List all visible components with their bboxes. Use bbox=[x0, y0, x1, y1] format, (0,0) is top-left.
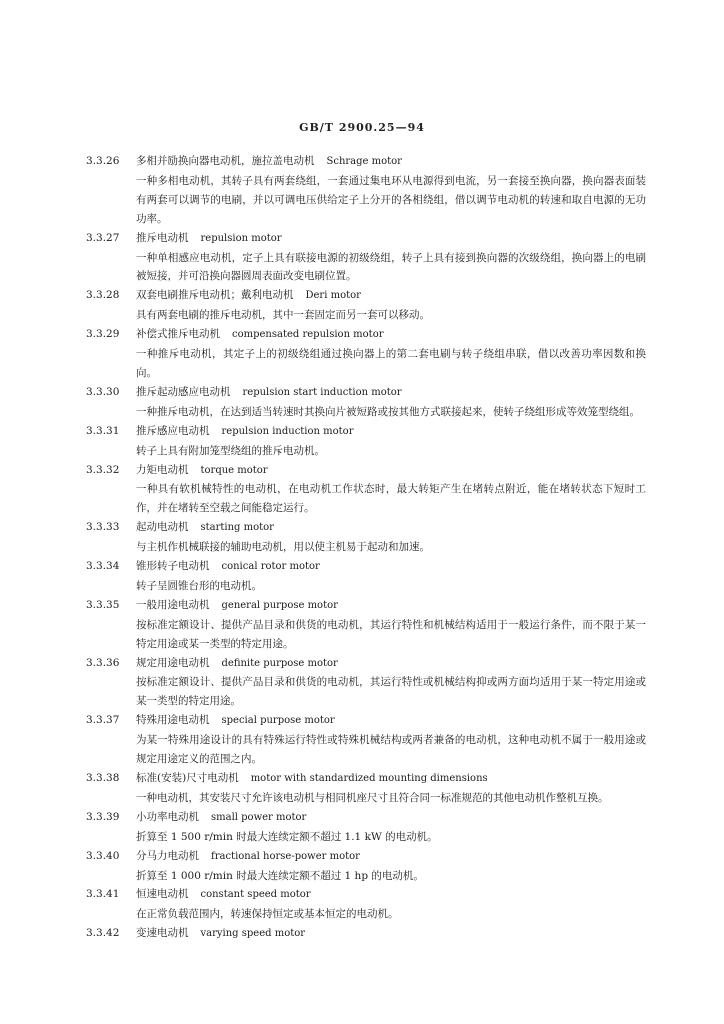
term-title bbox=[136, 325, 646, 345]
term-definition: 一种单相感应电动机，定子上具有联接电源的初级绕组，转子上具有接到换向器的次级绕组，换向器上的电刷被短接，并可沿换向器圆周表面改变电刷位置。 bbox=[136, 251, 646, 283]
term-english: definite purpose motor bbox=[221, 657, 338, 669]
term-title bbox=[136, 808, 646, 828]
entry-number: 3.3.27 bbox=[86, 231, 120, 244]
term-entry bbox=[86, 596, 646, 654]
term-english: fractional horse-power motor bbox=[211, 850, 360, 862]
term-chinese: 特殊用途电动机 bbox=[136, 714, 210, 727]
term-definition: 与主机作机械联接的辅助电动机，用以使主机易于起动和加速。 bbox=[136, 541, 430, 554]
term-english: Deri motor bbox=[305, 290, 361, 302]
term-definition: 具有两套电刷的推斥电动机，其中一套固定而另一套可以移动。 bbox=[136, 309, 430, 322]
term-chinese: 锥形转子电动机 bbox=[136, 560, 210, 573]
term-english: constant speed motor bbox=[200, 889, 311, 901]
term-chinese: 多相并励换向器电动机，施拉盖电动机 bbox=[136, 155, 315, 167]
entry-number: 3.3.29 bbox=[86, 328, 120, 341]
term-entry bbox=[86, 885, 646, 924]
term-title bbox=[136, 769, 646, 789]
entry-list bbox=[86, 152, 646, 944]
entry-content bbox=[136, 711, 646, 769]
term-chinese: 标准(安装)尺寸电动机 bbox=[136, 772, 239, 784]
term-title bbox=[136, 924, 646, 944]
term-title bbox=[136, 422, 646, 442]
term-chinese: 恒速电动机 bbox=[136, 888, 189, 901]
term-title bbox=[136, 286, 646, 306]
term-entry bbox=[86, 325, 646, 383]
entry-content bbox=[136, 808, 646, 847]
entry-number: 3.3.36 bbox=[86, 656, 120, 669]
entry-content bbox=[136, 557, 646, 596]
term-title bbox=[136, 518, 646, 538]
term-chinese: 一般用途电动机 bbox=[136, 598, 210, 611]
entry-content bbox=[136, 152, 646, 229]
term-definition: 一种推斥电动机，其定子上的初级绕组通过换向器上的第二套电刷与转子绕组串联，借以改善功率因数和换向。 bbox=[136, 348, 646, 379]
term-definition: 转子上具有附加笼型绕组的推斥电动机。 bbox=[136, 444, 325, 457]
term-entry bbox=[86, 654, 646, 712]
entry-content bbox=[136, 596, 646, 654]
term-definition: 在正常负载范围内，转速保持恒定或基本恒定的电动机。 bbox=[136, 908, 399, 921]
entry-number: 3.3.28 bbox=[86, 289, 120, 302]
entry-content bbox=[136, 518, 646, 557]
term-title bbox=[136, 383, 646, 403]
term-entry bbox=[86, 557, 646, 596]
entry-content bbox=[136, 229, 646, 287]
entry-content bbox=[136, 769, 646, 808]
term-entry bbox=[86, 286, 646, 325]
term-entry bbox=[86, 383, 646, 422]
term-chinese: 变速电动机 bbox=[136, 927, 189, 940]
term-definition: 折算至 1 500 r/min 时最大连续定额不超过 1.1 kW 的电动机。 bbox=[136, 830, 438, 843]
term-entry bbox=[86, 711, 646, 769]
term-chinese: 分马力电动机 bbox=[136, 849, 199, 862]
entry-number: 3.3.31 bbox=[86, 424, 120, 437]
term-chinese: 推斥起动感应电动机 bbox=[136, 385, 231, 398]
term-title bbox=[136, 847, 646, 867]
entry-number: 3.3.37 bbox=[86, 714, 120, 727]
term-entry bbox=[86, 229, 646, 287]
entry-number: 3.3.33 bbox=[86, 521, 120, 534]
entry-number: 3.3.34 bbox=[86, 560, 120, 573]
term-title bbox=[136, 885, 646, 905]
term-title bbox=[136, 229, 646, 249]
entry-content bbox=[136, 885, 646, 924]
term-chinese: 补偿式推斥电动机 bbox=[136, 328, 220, 341]
term-english: general purpose motor bbox=[221, 599, 338, 611]
term-chinese: 小功率电动机 bbox=[136, 810, 199, 823]
term-title bbox=[136, 557, 646, 577]
term-title bbox=[136, 152, 646, 172]
term-english: Schrage motor bbox=[326, 156, 402, 167]
term-english: varying speed motor bbox=[200, 928, 306, 940]
term-english: torque motor bbox=[200, 464, 268, 476]
term-entry bbox=[86, 924, 646, 944]
entry-number: 3.3.30 bbox=[86, 385, 120, 398]
entry-content bbox=[136, 325, 646, 383]
entry-number: 3.3.42 bbox=[86, 927, 120, 940]
term-english: repulsion motor bbox=[200, 232, 282, 244]
term-chinese: 规定用途电动机 bbox=[136, 656, 210, 669]
term-title bbox=[136, 596, 646, 616]
term-chinese: 力矩电动机 bbox=[136, 463, 189, 476]
entry-number: 3.3.38 bbox=[86, 772, 120, 784]
term-entry bbox=[86, 808, 646, 847]
term-english: compensated repulsion motor bbox=[232, 329, 384, 341]
term-definition: 为某一特殊用途设计的具有特殊运行特性或特殊机械结构或两者兼备的电动机，这种电动机不属于一般用途或规定用途定义的范围之内。 bbox=[136, 734, 646, 766]
term-entry bbox=[86, 518, 646, 557]
entry-content bbox=[136, 383, 646, 422]
term-entry bbox=[86, 461, 646, 519]
entry-content bbox=[136, 461, 646, 519]
term-entry bbox=[86, 422, 646, 461]
term-title bbox=[136, 654, 646, 674]
term-definition: 转子呈圆锥台形的电动机。 bbox=[136, 579, 262, 592]
entry-content bbox=[136, 286, 646, 325]
term-english: motor with standardized mounting dimensions bbox=[250, 773, 488, 784]
entry-number: 3.3.39 bbox=[86, 810, 120, 823]
term-definition: 按标准定额设计、提供产品目录和供货的电动机，其运行特性或机械结构抑或两方面均适用于某一特定用途或某一类型的特定用途。 bbox=[136, 676, 646, 708]
term-chinese: 起动电动机 bbox=[136, 521, 189, 534]
term-title bbox=[136, 711, 646, 731]
term-english: repulsion start induction motor bbox=[242, 386, 402, 398]
entry-content bbox=[136, 654, 646, 712]
entry-content bbox=[136, 847, 646, 886]
entry-number: 3.3.40 bbox=[86, 849, 120, 862]
term-english: repulsion induction motor bbox=[221, 425, 354, 437]
term-entry bbox=[86, 847, 646, 886]
term-entry bbox=[86, 769, 646, 808]
term-entry bbox=[86, 152, 646, 229]
entry-content bbox=[136, 422, 646, 461]
entry-number: 3.3.35 bbox=[86, 598, 120, 611]
term-definition: 折算至 1 000 r/min 时最大连续定额不超过 1 hp 的电动机。 bbox=[136, 869, 424, 882]
term-definition: 按标准定额设计、提供产品目录和供货的电动机，其运行特性和机械结构适用于一般运行条件，而不限于某一特定用途或某一类型的特定用途。 bbox=[136, 618, 646, 650]
entry-number: 3.3.41 bbox=[86, 888, 120, 901]
entry-content bbox=[136, 924, 646, 944]
term-definition: 一种多相电动机，其转子具有两套绕组，一套通过集电环从电源得到电流，另一套接至换向器，换向器表面装有两套可以调节的电刷，并以可调电压供给定子上分开的各相绕组，借以调节电动机的转速和取自电源的无功功率。 bbox=[136, 174, 646, 225]
term-title bbox=[136, 461, 646, 481]
term-english: special purpose motor bbox=[221, 715, 335, 727]
term-definition: 一种电动机，其安装尺寸允许该电动机与相同机座尺寸且符合同一标准规范的其他电动机作整机互换。 bbox=[136, 791, 609, 804]
term-definition: 一种推斥电动机，在达到适当转速时其换向片被短路或按其他方式联接起来，使转子绕组形成等效笼型绕组。 bbox=[136, 405, 640, 418]
term-chinese: 双套电刷推斥电动机；戴利电动机 bbox=[136, 289, 294, 302]
term-definition: 一种具有软机械特性的电动机，在电动机工作状态时，最大转矩产生在堵转点附近，能在堵转状态下短时工作，并在堵转至空载之间能稳定运行。 bbox=[136, 483, 646, 515]
term-english: small power motor bbox=[211, 811, 307, 823]
entry-number: 3.3.32 bbox=[86, 463, 120, 476]
term-english: starting motor bbox=[200, 522, 274, 534]
term-english: conical rotor motor bbox=[221, 561, 320, 573]
page-header: GB/T 2900.25—94 bbox=[299, 121, 425, 134]
entry-number: 3.3.26 bbox=[86, 155, 120, 167]
term-chinese: 推斥电动机 bbox=[136, 231, 189, 244]
term-chinese: 推斥感应电动机 bbox=[136, 424, 210, 437]
